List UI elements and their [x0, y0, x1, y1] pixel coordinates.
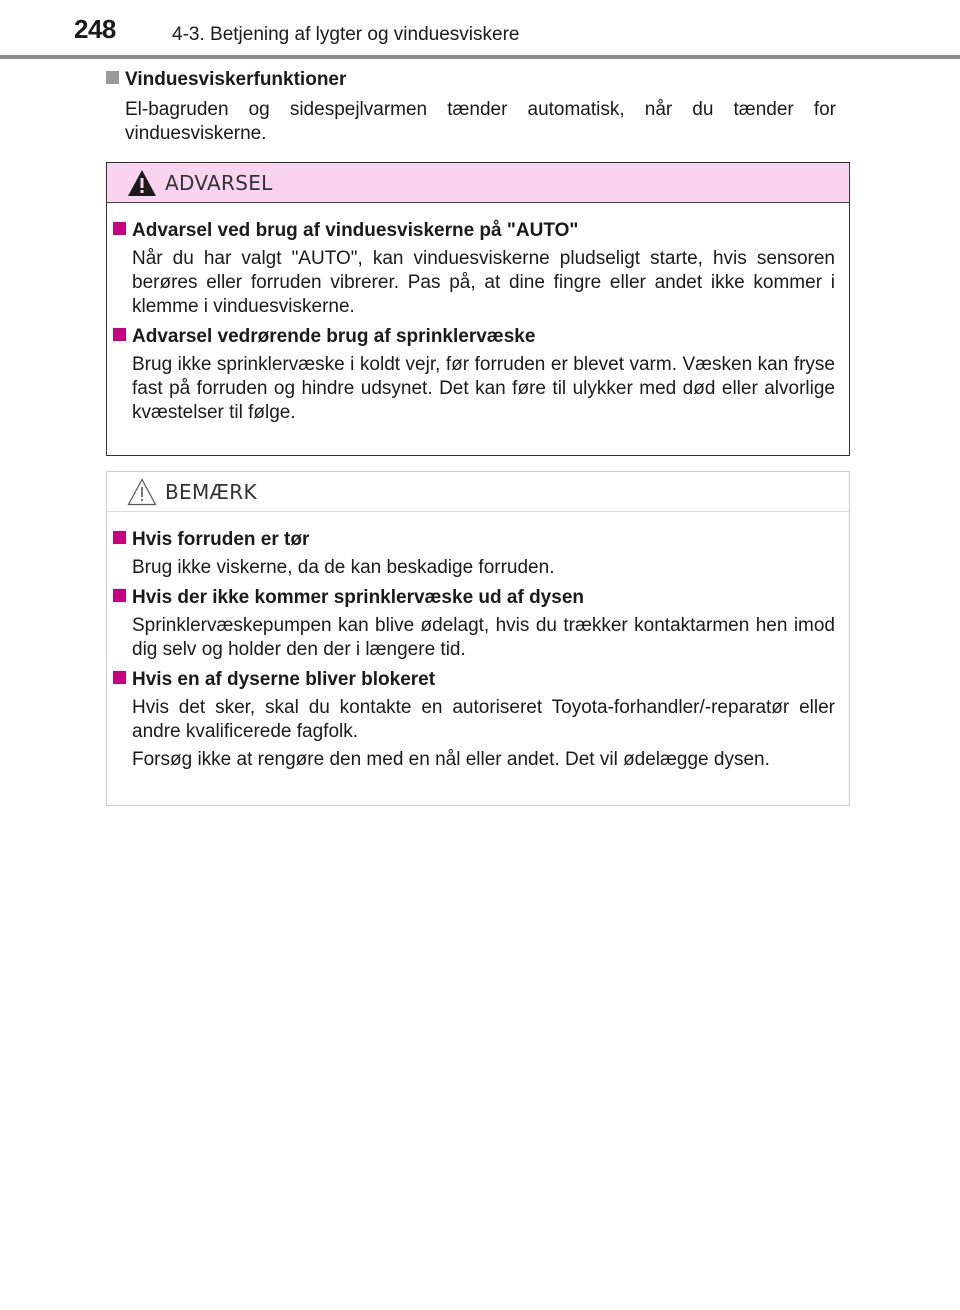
notice-header — [107, 472, 849, 512]
warning-item-title: Advarsel ved brug af vinduesviskerne på "AUTO" — [132, 220, 579, 241]
notice-item — [113, 586, 835, 662]
notice-item-heading — [113, 586, 835, 610]
header-divider — [0, 55, 960, 59]
notice-item-text: Brug ikke viskerne, da de kan beskadige forruden. — [132, 557, 555, 578]
warning-item-title: Advarsel vedrørende brug af sprinklervæske — [132, 326, 536, 347]
chapter-title: 4-3. Betjening af lygter og vinduesviskere — [172, 24, 520, 45]
notice-item-title: Hvis forruden er tør — [132, 529, 310, 550]
notice-item-heading — [113, 668, 835, 692]
bullet-square-icon — [113, 531, 126, 544]
page-header — [0, 0, 960, 60]
notice-triangle-icon — [127, 478, 157, 506]
intro-title: Vinduesviskerfunktioner — [125, 69, 347, 90]
notice-item-text: Hvis det sker, skal du kontakte en autoriseret Toyota-forhandler/-reparatør eller andre kvalificerede fagfolk. — [132, 697, 835, 742]
notice-item-title: Hvis en af dyserne bliver blokeret — [132, 669, 436, 690]
notice-box — [106, 471, 850, 806]
notice-item-title: Hvis der ikke kommer sprinklervæske ud af dysen — [132, 587, 584, 608]
warning-item — [113, 325, 835, 425]
notice-label: BEMÆRK — [165, 480, 257, 504]
intro-heading — [106, 68, 836, 92]
warning-item-text: Brug ikke sprinklervæske i koldt vejr, før forruden er blevet varm. Væsken kan fryse fast på forruden og hindre udsynet. Det kan føre til ulykker med død eller alvorlige kvæstelser til følge. — [132, 354, 835, 423]
notice-item-text: Sprinklervæskepumpen kan blive ødelagt, hvis du trækker kontaktarmen hen imod dig selv og holder den der i længere tid. — [132, 615, 835, 660]
warning-label: ADVARSEL — [165, 171, 273, 195]
warning-triangle-icon — [127, 169, 157, 197]
page-number: 248 — [74, 14, 116, 44]
bullet-square-icon — [106, 71, 119, 84]
warning-item-heading — [113, 219, 835, 243]
warning-item-text: Når du har valgt "AUTO", kan vinduesviskerne pludseligt starte, hvis sensoren berøres eller forruden vibrerer. Pas på, at dine fingre eller andet ikke kommer i klemme i vinduesviskerne. — [132, 248, 835, 317]
notice-item — [113, 668, 835, 772]
bullet-square-icon — [113, 589, 126, 602]
warning-body — [107, 203, 849, 425]
warning-box — [106, 162, 850, 456]
intro-text: El-bagruden og sidespejlvarmen tænder automatisk, når du tænder for vinduesviskerne. — [125, 99, 836, 144]
warning-item-heading — [113, 325, 835, 349]
intro-section — [106, 68, 836, 146]
bullet-square-icon — [113, 671, 126, 684]
warning-item — [113, 219, 835, 319]
bullet-square-icon — [113, 328, 126, 341]
notice-item-extra-text: Forsøg ikke at rengøre den med en nål eller andet. Det vil ødelægge dysen. — [132, 749, 770, 770]
bullet-square-icon — [113, 222, 126, 235]
notice-item — [113, 528, 835, 580]
notice-item-heading — [113, 528, 835, 552]
warning-header — [107, 163, 849, 203]
notice-body — [107, 512, 849, 772]
